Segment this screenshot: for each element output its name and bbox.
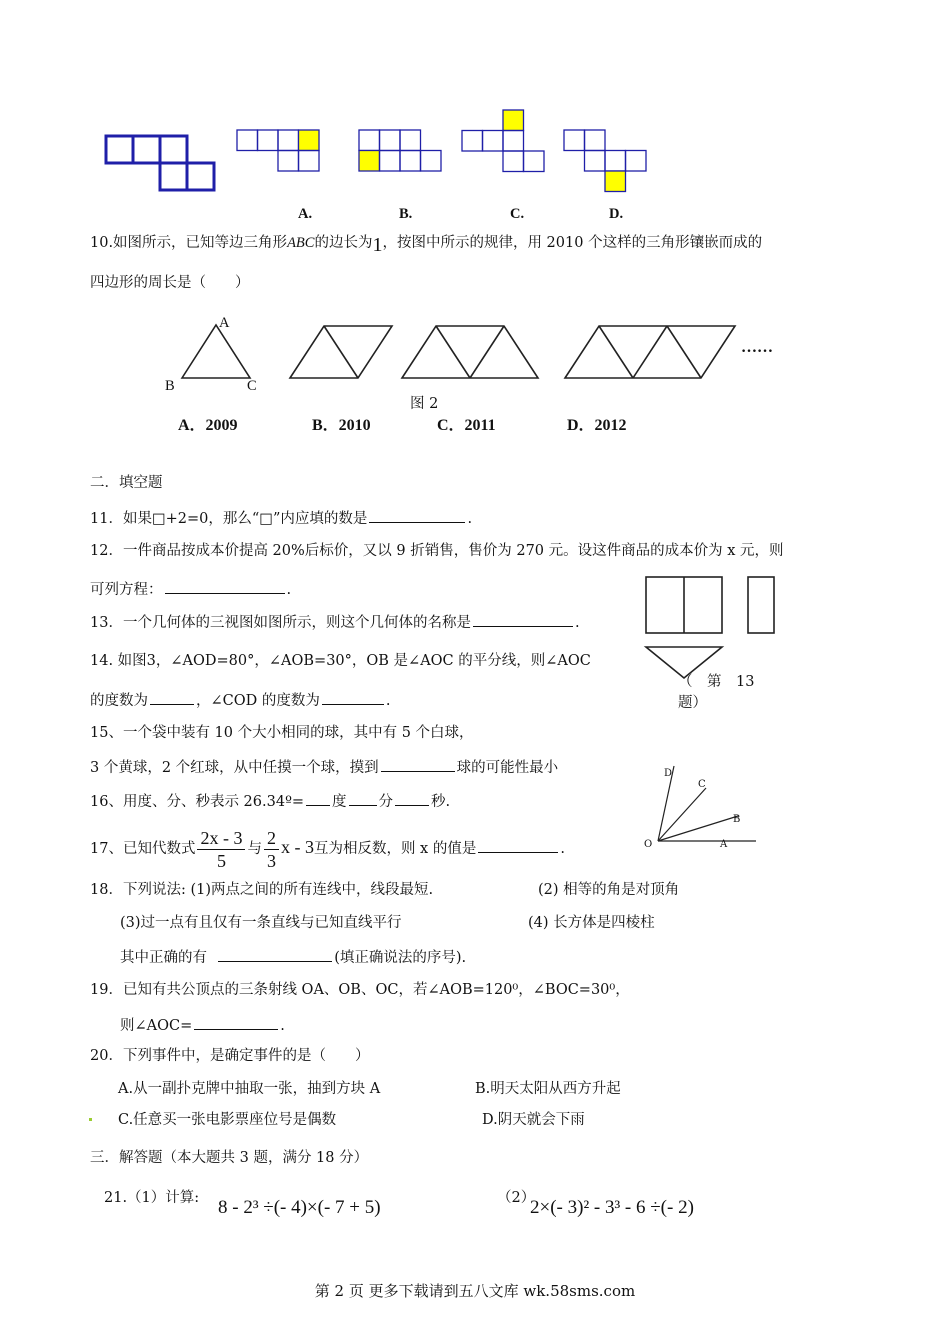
q18-line1b: (2) 相等的角是对顶角 xyxy=(538,882,680,898)
q17-den2: 3 xyxy=(266,850,276,871)
q10-figure-caption: 图 2 xyxy=(410,396,439,412)
q17-num1: 2x - 3 xyxy=(197,827,245,850)
q9-net-d xyxy=(562,128,652,194)
q13 xyxy=(90,611,580,633)
q20-stem: 20．下列事件中，是确定事件的是（ ） xyxy=(90,1048,370,1064)
q10-stem-line2: 四边形的周长是（ ） xyxy=(90,275,250,291)
q9-original-net xyxy=(100,130,220,192)
section2-title: 二．填空题 xyxy=(90,475,163,491)
q14-line2-c: . xyxy=(385,693,391,709)
q9-option-c: C. xyxy=(510,206,525,222)
fig3-label-o: O xyxy=(644,839,653,850)
fig3-label-a: A xyxy=(720,839,728,850)
q16-d: 秒. xyxy=(431,794,451,810)
q21-label1: 21.（1）计算: xyxy=(104,1190,200,1206)
q10-vertex-c: C xyxy=(247,378,257,394)
q17-den1: 5 xyxy=(216,850,226,871)
q13-three-views xyxy=(640,573,785,685)
q21-expression-2: 2×(- 3)² - 3³ - 6 ÷(- 2) xyxy=(530,1197,694,1218)
q10-stem-c: ，按图中所示的规律，用 2010 个这样的三角形镶嵌而成的 xyxy=(382,235,763,251)
q14-blank-cod[interactable] xyxy=(322,689,384,705)
page-footer: 第 2 页 更多下载请到五八文库 wk.58sms.com xyxy=(314,1282,636,1300)
q15-line2 xyxy=(90,756,558,778)
q10-option-a: A．2009 xyxy=(178,417,238,434)
q13-caption-a: （ 第 13 xyxy=(678,674,755,690)
q18-line2b: (4) 长方体是四棱柱 xyxy=(528,915,655,931)
q18-line3 xyxy=(120,946,466,968)
q9-option-d: D. xyxy=(609,206,624,222)
q19-line2b: . xyxy=(280,1018,285,1034)
q10-option-d: D．2012 xyxy=(567,417,627,434)
q16-b: 度 xyxy=(332,794,347,810)
fig3-label-b: B xyxy=(733,814,741,825)
q19-line2 xyxy=(120,1014,285,1036)
q19-answer-blank[interactable] xyxy=(194,1014,278,1030)
q12-line2-b: . xyxy=(286,582,292,598)
q10-stem-one: 1 xyxy=(372,234,383,256)
q11-text-a: 11．如果□+2=0，那么“□”内应填的数是 xyxy=(90,511,368,527)
section3-title: 三．解答题（本大题共 3 题，满分 18 分） xyxy=(90,1150,369,1166)
q10-stem xyxy=(90,231,763,256)
q19-line1: 19．已知有共公顶点的三条射线 OA、OB、OC，若∠AOB=120⁰，∠BOC=30⁰， xyxy=(90,982,630,998)
q15-line2-b: 球的可能性最小 xyxy=(456,760,559,776)
q15-answer-blank[interactable] xyxy=(381,756,455,772)
q10-vertex-a: A xyxy=(219,315,230,331)
q15-line1: 15、一个袋中装有 10 个大小相同的球，其中有 5 个白球， xyxy=(90,725,474,741)
q10-stem-abc: ABC xyxy=(287,235,315,251)
q9-net-c xyxy=(460,108,550,174)
q18-line2a: (3)过一点有且仅有一条直线与已知直线平行 xyxy=(120,915,402,931)
q17-c: 互为相反数，则 x 的值是 xyxy=(313,841,477,857)
q19-line2a: 则∠AOC= xyxy=(120,1018,193,1034)
q18-line1a: 18．下列说法: (1)两点之间的所有连线中，线段最短. xyxy=(90,882,434,898)
q13-text-b: . xyxy=(574,615,580,631)
q17-answer-blank[interactable] xyxy=(478,837,558,853)
q11-text-b: . xyxy=(467,511,473,527)
q20-option-b[interactable]: B.明天太阳从西方升起 xyxy=(475,1081,621,1097)
q17-d: . xyxy=(560,841,565,857)
q16-blank-minute[interactable] xyxy=(349,790,377,806)
q14-line2-a: 的度数为 xyxy=(90,693,148,709)
q15-line2-a: 3 个黄球，2 个红球，从中任摸一个球，摸到 xyxy=(90,760,379,776)
q18-answer-blank[interactable] xyxy=(218,946,332,962)
q16-blank-second[interactable] xyxy=(395,790,429,806)
q16 xyxy=(90,790,450,812)
q9-option-b: B. xyxy=(399,206,413,222)
q12-line2 xyxy=(90,578,291,600)
q12-line2-a: 可列方程： xyxy=(90,582,163,598)
q11 xyxy=(90,507,472,529)
q14-line2-b: ，∠COD 的度数为 xyxy=(196,693,320,709)
q9-option-a: A. xyxy=(298,206,313,222)
q20-option-c[interactable]: C.任意买一张电影票座位号是偶数 xyxy=(118,1112,337,1128)
q9-net-a xyxy=(235,128,325,174)
q21-label2: （2） xyxy=(497,1190,536,1206)
q13-answer-blank[interactable] xyxy=(473,611,573,627)
stray-mark xyxy=(89,1118,92,1121)
q17-expr2: x - 3 xyxy=(280,837,314,857)
fig3-label-d: D xyxy=(664,768,673,779)
q16-blank-degree[interactable] xyxy=(306,790,330,806)
q20-option-d[interactable]: D.阴天就会下雨 xyxy=(482,1112,585,1128)
q14-line2 xyxy=(90,689,390,711)
q14-line1: 14. 如图3，∠AOD=80°，∠AOB=30°，OB 是∠AOC 的平分线，则∠AOC xyxy=(90,653,591,669)
q16-c: 分 xyxy=(378,794,394,810)
q10-dots: …… xyxy=(741,339,773,356)
q17-fraction-2 xyxy=(264,827,279,872)
q10-stem-a: 10.如图所示，已知等边三角形 xyxy=(90,235,288,251)
q10-option-b: B．2010 xyxy=(312,417,371,434)
q17-fraction-1 xyxy=(197,827,245,872)
q10-vertex-b: B xyxy=(165,378,175,394)
q16-a: 16、用度、分、秒表示 26.34º= xyxy=(90,794,305,810)
q11-answer-blank[interactable] xyxy=(369,507,465,523)
q14-blank-aoc[interactable] xyxy=(150,689,194,705)
q18-line3b: (填正确说法的序号). xyxy=(334,950,467,966)
q17 xyxy=(90,822,565,874)
q17-b: 与 xyxy=(247,841,262,857)
q18-line3a: 其中正确的有 xyxy=(120,950,207,966)
q12-line1: 12．一件商品按成本价提高 20%后标价，又以 9 折销售，售价为 270 元。设这件商品的成本价为 x 元，则 xyxy=(90,543,784,559)
q17-a: 17、已知代数式 xyxy=(90,841,196,857)
q9-net-b xyxy=(357,128,445,174)
q21-expression-1: 8 - 2³ ÷(- 4)×(- 7 + 5) xyxy=(218,1197,381,1218)
fig3-label-c: C xyxy=(698,779,706,790)
q10-stem-b: 的边长为 xyxy=(314,235,373,251)
q12-answer-blank[interactable] xyxy=(165,578,285,594)
q13-caption-b: 题） xyxy=(678,695,707,711)
q10-option-c: C．2011 xyxy=(437,417,496,434)
q13-text-a: 13．一个几何体的三视图如图所示，则这个几何体的名称是 xyxy=(90,615,471,631)
q20-option-a[interactable]: A.从一副扑克牌中抽取一张，抽到方块 A xyxy=(118,1081,381,1097)
q17-num2: 2 xyxy=(264,827,279,850)
